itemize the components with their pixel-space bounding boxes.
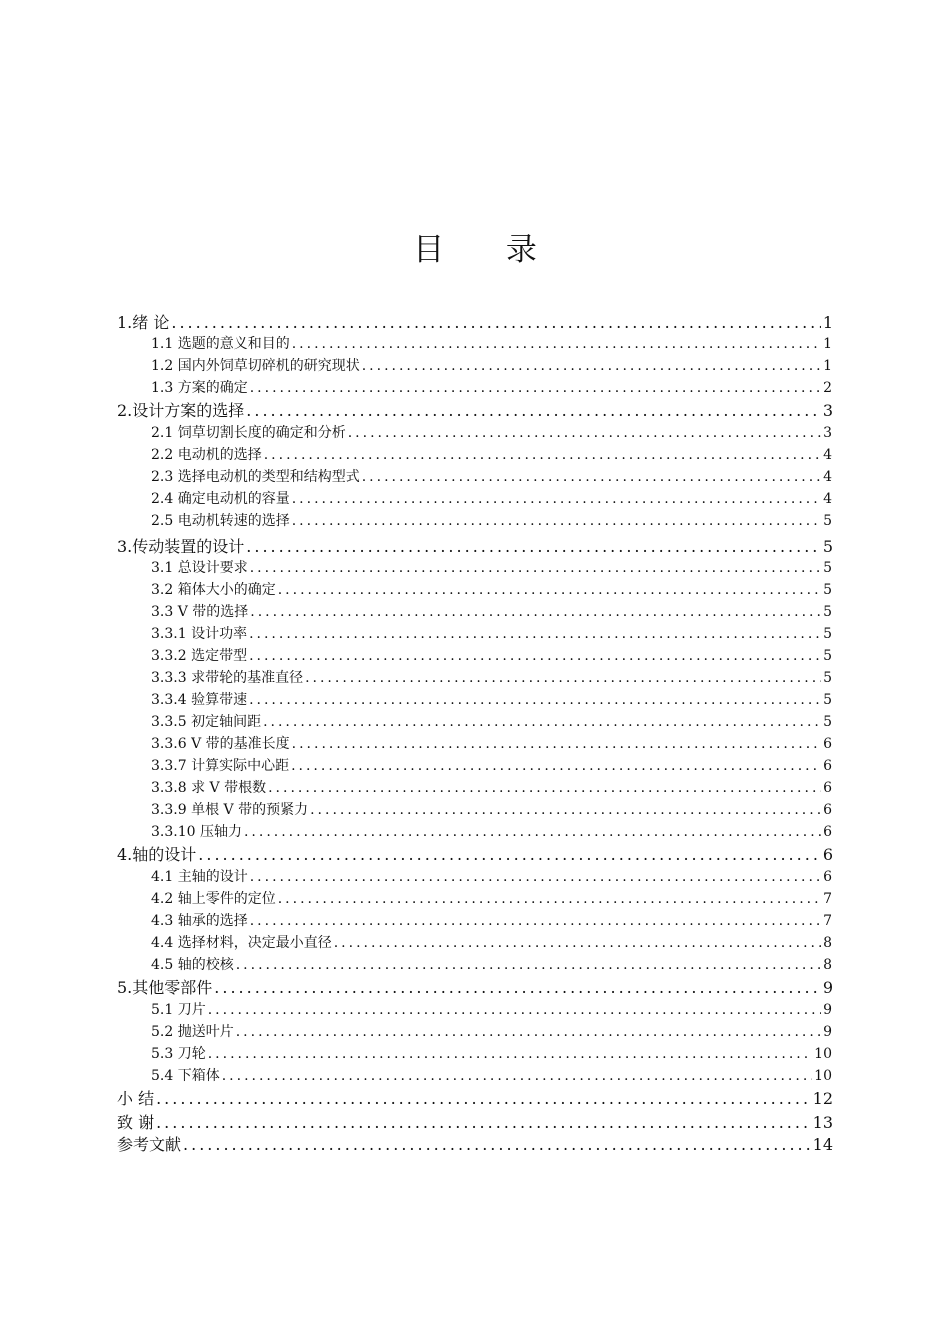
toc-entry[interactable]: [151, 355, 832, 375]
toc-entry[interactable]: [151, 910, 832, 930]
toc-dot-leader: [246, 537, 821, 556]
toc-dot-leader: [156, 1113, 811, 1132]
toc-entry[interactable]: [151, 557, 832, 577]
toc-entry[interactable]: [151, 623, 832, 643]
toc-entry[interactable]: [151, 1065, 832, 1085]
toc-entry-label: 5.1 刀片: [151, 1002, 206, 1018]
page-title: 目 录: [413, 232, 563, 268]
toc-dot-leader: [198, 845, 821, 864]
toc-page-number: 10: [814, 1068, 832, 1084]
toc-entry-label: 3.3.7 计算实际中心距: [151, 758, 290, 774]
toc-entry-label: 2.1 饲草切割长度的确定和分析: [151, 425, 346, 441]
toc-page-number: 3: [823, 425, 832, 441]
toc-entry[interactable]: [151, 733, 832, 753]
toc-dot-leader: [278, 582, 821, 598]
toc-entry[interactable]: [117, 398, 833, 421]
toc-dot-leader: [292, 336, 821, 352]
toc-page-number: 6: [823, 780, 832, 796]
toc-entry[interactable]: [117, 310, 833, 333]
toc-entry-label: 4.2 轴上零件的定位: [151, 891, 276, 907]
toc-entry-label: 3.3.3 求带轮的基准直径: [151, 670, 304, 686]
toc-dot-leader: [291, 758, 821, 774]
toc-dot-leader: [156, 1089, 811, 1108]
toc-entry[interactable]: [117, 842, 833, 865]
toc-entry-label: 2.2 电动机的选择: [151, 447, 262, 463]
toc-entry-label: 2.4 确定电动机的容量: [151, 491, 290, 507]
toc-dot-leader: [305, 670, 821, 686]
toc-entry[interactable]: [151, 377, 832, 397]
toc-entry[interactable]: [151, 999, 832, 1019]
toc-dot-leader: [236, 957, 821, 973]
toc-entry[interactable]: [151, 777, 832, 797]
toc-entry[interactable]: [151, 444, 832, 464]
toc-entry-label: 3.3.8 求 V 带根数: [151, 780, 267, 796]
toc-entry-label: 5.4 下箱体: [151, 1068, 220, 1084]
toc-page-number: 6: [823, 736, 832, 752]
toc-entry-label: 3.3.9 单根 V 带的预紧力: [151, 802, 309, 818]
toc-entry-label: 3.3.6 V 带的基准长度: [151, 736, 290, 752]
toc-entry[interactable]: [151, 488, 832, 508]
toc-entry-label: 1.2 国内外饲草切碎机的研究现状: [151, 358, 360, 374]
toc-entry[interactable]: [151, 821, 832, 841]
toc-entry[interactable]: [151, 866, 832, 886]
toc-dot-leader: [292, 736, 821, 752]
toc-dot-leader: [222, 1068, 812, 1084]
toc-dot-leader: [246, 401, 821, 420]
toc-entry[interactable]: [151, 579, 832, 599]
toc-entry-label: 4.3 轴承的选择: [151, 913, 248, 929]
toc-entry[interactable]: [151, 422, 832, 442]
toc-entry[interactable]: [117, 1086, 833, 1109]
toc-page-number: 12: [812, 1089, 833, 1108]
toc-page-number: 5: [823, 513, 832, 529]
toc-dot-leader: [250, 869, 821, 885]
toc-page-number: 8: [823, 957, 832, 973]
toc-entry-label: 3.传动装置的设计: [117, 537, 245, 556]
toc-entry-label: 2.5 电动机转速的选择: [151, 513, 290, 529]
toc-dot-leader: [249, 692, 821, 708]
toc-entry[interactable]: [151, 333, 832, 353]
toc-entry[interactable]: [151, 711, 832, 731]
toc-dot-leader: [208, 1002, 821, 1018]
toc-dot-leader: [292, 491, 821, 507]
toc-entry-label: 1.1 选题的意义和目的: [151, 336, 290, 352]
toc-entry[interactable]: [151, 601, 832, 621]
toc-page-number: 7: [823, 891, 832, 907]
toc-entry-label: 5.3 刀轮: [151, 1046, 206, 1062]
toc-page-number: 5: [823, 582, 832, 598]
toc-entry[interactable]: [151, 510, 832, 530]
toc-page-number: 5: [823, 714, 832, 730]
toc-entry-label: 3.3 V 带的选择: [151, 604, 249, 620]
toc-page-number: 8: [823, 935, 832, 951]
toc-entry-label: 4.轴的设计: [117, 845, 197, 864]
toc-page-number: 6: [823, 758, 832, 774]
toc-entry-label: 4.1 主轴的设计: [151, 869, 248, 885]
toc-dot-leader: [362, 469, 821, 485]
toc-page-number: 6: [823, 869, 832, 885]
toc-page-number: 3: [822, 401, 833, 420]
toc-page-number: 10: [814, 1046, 832, 1062]
toc-page-number: 14: [812, 1135, 833, 1154]
toc-page-number: 4: [823, 447, 832, 463]
toc-dot-leader: [171, 313, 820, 332]
toc-page-number: 6: [823, 824, 832, 840]
toc-page-number: 6: [823, 802, 832, 818]
toc-page-number: 5: [823, 626, 832, 642]
toc-entry[interactable]: [151, 667, 832, 687]
toc-page-number: 1: [823, 336, 832, 352]
toc-dot-leader: [249, 648, 821, 664]
toc-entry[interactable]: [151, 1043, 832, 1063]
toc-entry-label: 2.设计方案的选择: [117, 401, 245, 420]
toc-dot-leader: [348, 425, 821, 441]
toc-entry[interactable]: [151, 466, 832, 486]
toc-dot-leader: [292, 513, 821, 529]
toc-entry-label: 4.5 轴的校核: [151, 957, 234, 973]
toc-page-number: 1: [823, 358, 832, 374]
toc-page-number: 7: [823, 913, 832, 929]
toc-entry[interactable]: [151, 689, 832, 709]
toc-entry-label: 3.1 总设计要求: [151, 560, 248, 576]
toc-entry-label: 1.绪 论: [117, 313, 170, 332]
toc-entry[interactable]: [151, 799, 832, 819]
toc-dot-leader: [250, 560, 821, 576]
toc-dot-leader: [250, 604, 821, 620]
toc-dot-leader: [236, 1024, 821, 1040]
toc-entry-label: 3.3.2 选定带型: [151, 648, 248, 664]
toc-entry-label: 致 谢: [117, 1113, 155, 1132]
toc-entry[interactable]: [151, 888, 832, 908]
toc-entry-label: 小 结: [117, 1089, 155, 1108]
toc-entry-label: 5.其他零部件: [117, 978, 213, 997]
toc-page-number: 2: [823, 380, 832, 396]
toc-dot-leader: [250, 913, 821, 929]
toc-dot-leader: [249, 626, 821, 642]
toc-page-number: 5: [823, 604, 832, 620]
toc-entry-label: 3.3.4 验算带速: [151, 692, 248, 708]
toc-entry-label: 3.3.10 压轴力: [151, 824, 242, 840]
toc-entry-label: 5.2 抛送叶片: [151, 1024, 234, 1040]
toc-page-number: 4: [823, 469, 832, 485]
toc-dot-leader: [310, 802, 821, 818]
toc-entry[interactable]: [117, 1132, 833, 1155]
toc-entry[interactable]: [151, 954, 832, 974]
toc-dot-leader: [244, 824, 821, 840]
toc-dot-leader: [268, 780, 821, 796]
toc-dot-leader: [362, 358, 821, 374]
toc-entry[interactable]: [117, 534, 833, 557]
toc-entry-label: 3.3.5 初定轴间距: [151, 714, 262, 730]
toc-entry-label: 2.3 选择电动机的类型和结构型式: [151, 469, 360, 485]
toc-page-number: 5: [823, 692, 832, 708]
toc-entry-label: 参考文献: [117, 1135, 182, 1154]
toc-entry-label: 3.2 箱体大小的确定: [151, 582, 276, 598]
toc-page-number: 9: [822, 978, 833, 997]
toc-dot-leader: [208, 1046, 812, 1062]
toc-page-number: 9: [823, 1002, 832, 1018]
toc-dot-leader: [214, 978, 821, 997]
toc-dot-leader: [334, 935, 821, 951]
toc-entry[interactable]: [151, 932, 832, 952]
toc-page-number: 1: [822, 313, 833, 332]
toc-entry[interactable]: [117, 1110, 833, 1133]
toc-entry[interactable]: [117, 975, 833, 998]
toc-entry[interactable]: [151, 1021, 832, 1041]
toc-page-number: 5: [823, 648, 832, 664]
toc-page-number: 5: [823, 560, 832, 576]
toc-page-number: 5: [823, 670, 832, 686]
toc-dot-leader: [278, 891, 821, 907]
toc-entry[interactable]: [151, 755, 832, 775]
toc-dot-leader: [263, 714, 821, 730]
toc-entry-label: 3.3.1 设计功率: [151, 626, 248, 642]
toc-entry-label: 1.3 方案的确定: [151, 380, 248, 396]
toc-page-number: 9: [823, 1024, 832, 1040]
toc-page-number: 6: [822, 845, 833, 864]
toc-entry[interactable]: [151, 645, 832, 665]
toc-dot-leader: [264, 447, 821, 463]
toc-dot-leader: [183, 1135, 811, 1154]
toc-page-number: 13: [812, 1113, 833, 1132]
toc-page-number: 4: [823, 491, 832, 507]
toc-entry-label: 4.4 选择材料，决定最小直径: [151, 935, 332, 951]
toc-dot-leader: [250, 380, 821, 396]
toc-page-number: 5: [822, 537, 833, 556]
